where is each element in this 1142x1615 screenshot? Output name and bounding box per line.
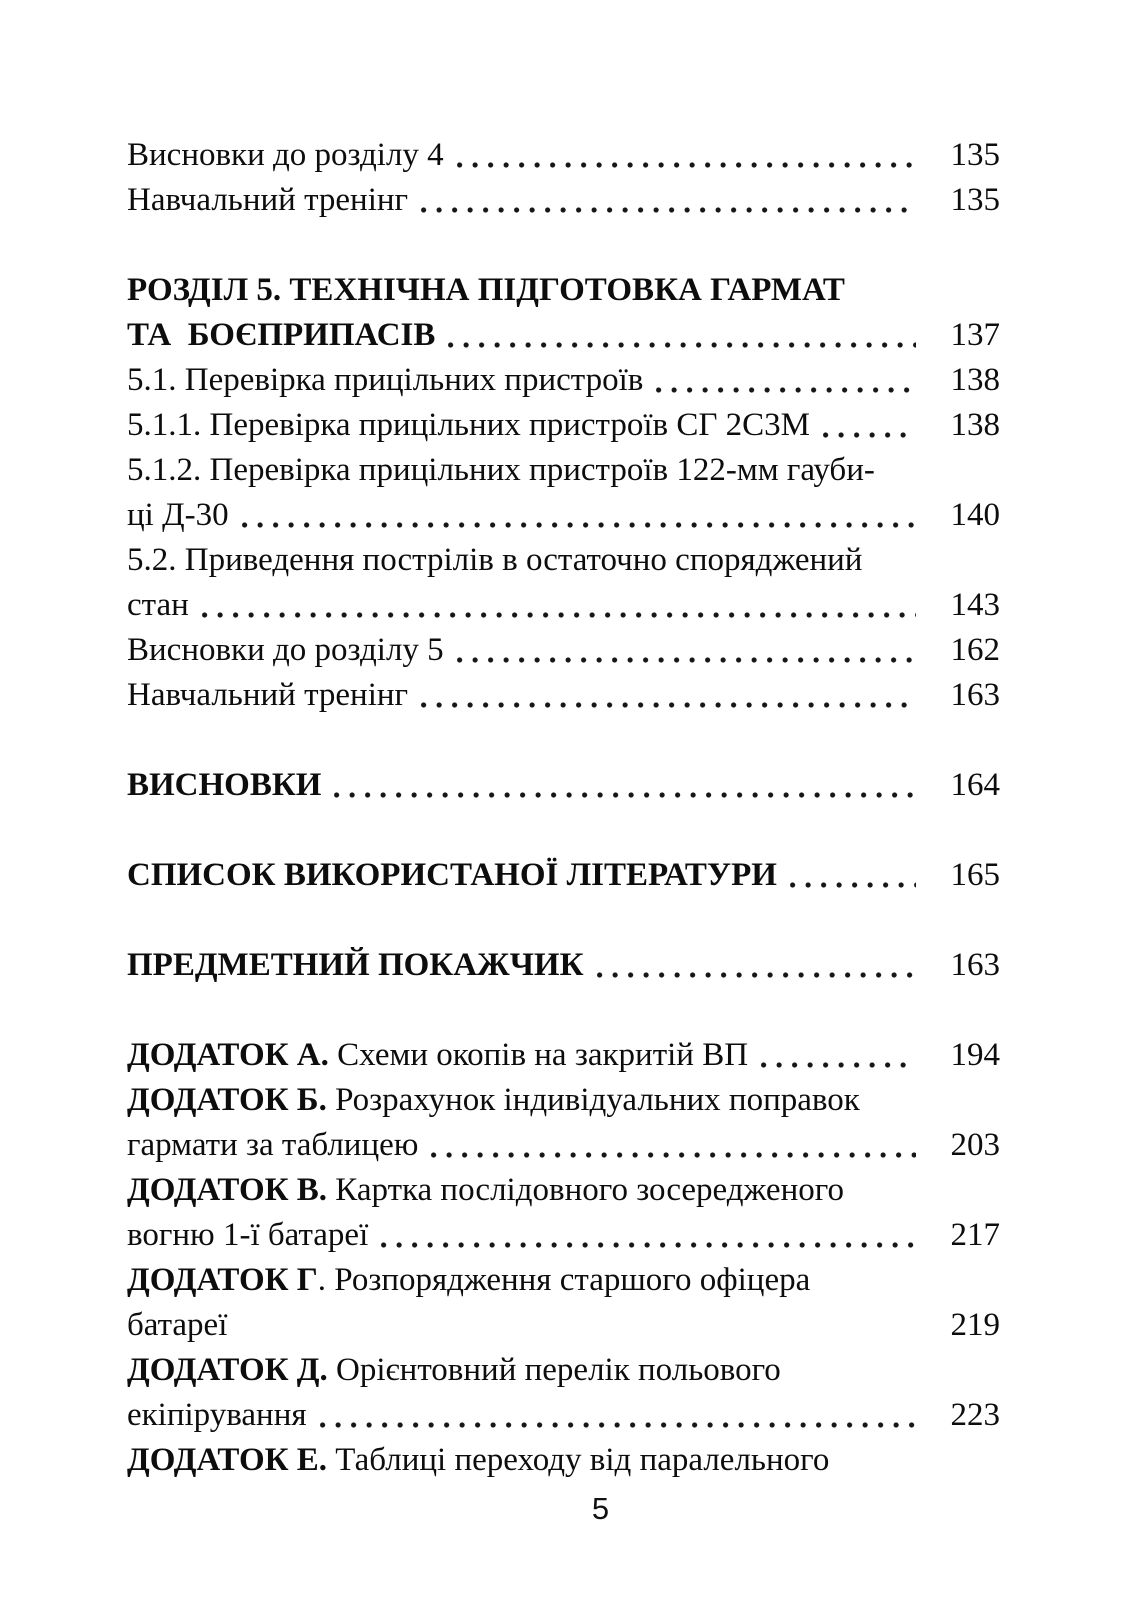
dot-leader <box>330 763 916 808</box>
toc-entry-text: 5.1.2. Перевірка прицільних пристроїв 122-мм гауби- <box>127 452 875 488</box>
toc-entry-bold-text: ДОДАТОК Д. <box>127 1352 328 1388</box>
toc-entry-bold-text: ВИСНОВКИ <box>127 767 322 803</box>
toc-entry-line <box>127 763 1000 808</box>
toc-entry-line <box>127 583 1000 628</box>
page-number: 194 <box>950 1037 1000 1073</box>
toc-entry-text: Схеми окопів на закритій ВП <box>328 1037 749 1073</box>
page-number: 138 <box>950 407 1000 443</box>
toc-entry-line <box>127 1213 1000 1258</box>
toc-entry-line <box>127 1033 1000 1078</box>
toc-entry-line <box>127 448 1000 493</box>
toc-entry-text: ці Д-30 <box>127 497 229 533</box>
toc-entry-text: гармати за таблицею <box>127 1127 419 1163</box>
toc-entry-text: 5.1.1. Перевірка прицільних пристроїв СГ 2С3М <box>127 407 811 443</box>
toc-entry-line <box>127 673 1000 718</box>
toc-entry-text: Навчальний тренінг <box>127 677 409 713</box>
dot-leader <box>198 583 916 628</box>
toc-entry-text: Розрахунок індивідуальних поправок <box>326 1082 860 1118</box>
page-number: 165 <box>950 857 1000 893</box>
toc-entry-bold-text: ДОДАТОК Б. <box>127 1082 327 1118</box>
toc-entry-bold-text: СПИСОК ВИКОРИСТАНОЇ ЛІТЕРАТУРИ <box>127 857 777 893</box>
toc-entry-bold-text: ДОДАТОК А. <box>127 1037 329 1073</box>
page-number: 219 <box>950 1307 1000 1343</box>
toc-entry-line <box>127 1168 1000 1213</box>
toc-entry-bold-text: ДОДАТОК Е. <box>127 1442 328 1478</box>
toc-entry-line <box>127 313 1000 358</box>
dot-leader <box>453 628 916 673</box>
dot-leader <box>417 178 916 223</box>
dot-leader <box>377 1213 916 1258</box>
dot-leader <box>757 1033 916 1078</box>
page-number-footer: 5 <box>591 1491 610 1526</box>
toc-entry-bold-text: ТА БОЄПРИПАСІВ <box>127 317 436 353</box>
toc-entry-line <box>127 1303 1000 1348</box>
toc-entry-bold-text: ДОДАТОК Г <box>127 1262 318 1298</box>
page-number: 163 <box>950 677 1000 713</box>
toc-entry-line <box>127 493 1000 538</box>
toc-section-gap <box>127 988 1000 1033</box>
toc-entry-text: стан <box>127 587 189 623</box>
toc-entry-bold-text: РОЗДІЛ 5. ТЕХНІЧНА ПІДГОТОВКА ГАРМАТ <box>127 272 845 308</box>
dot-leader <box>427 1123 916 1168</box>
toc-section-gap <box>127 808 1000 853</box>
toc-entry-text: Навчальний тренінг <box>127 182 409 218</box>
toc-entry-line <box>127 1438 1000 1483</box>
table-of-contents <box>127 133 1000 1483</box>
page-number: 203 <box>950 1127 1000 1163</box>
toc-entry-text: Таблиці переходу від паралельного <box>327 1442 830 1478</box>
toc-entry-line <box>127 1393 1000 1438</box>
page-number: 143 <box>950 587 1000 623</box>
page-number: 223 <box>950 1397 1000 1433</box>
dot-leader <box>652 358 916 403</box>
dot-leader <box>444 313 916 358</box>
toc-entry-text: батареї <box>127 1307 228 1343</box>
toc-entry-line <box>127 1078 1000 1123</box>
toc-entry-line <box>127 628 1000 673</box>
toc-section-gap <box>127 718 1000 763</box>
page-number: 138 <box>950 362 1000 398</box>
toc-entry-line <box>127 268 1000 313</box>
toc-entry-text: вогню 1-ї батареї <box>127 1217 369 1253</box>
dot-leader <box>819 403 916 448</box>
page-number: 135 <box>950 182 1000 218</box>
toc-entry-bold-text: ПРЕДМЕТНИЙ ПОКАЖЧИК <box>127 947 584 983</box>
toc-entry-text: екіпірування <box>127 1397 307 1433</box>
dot-leader <box>453 133 916 178</box>
toc-entry-line <box>127 1123 1000 1168</box>
toc-entry-text: Висновки до розділу 4 <box>127 137 444 173</box>
page-number: 217 <box>950 1217 1000 1253</box>
page-number: 140 <box>950 497 1000 533</box>
page-number: 135 <box>950 137 1000 173</box>
page-number: 137 <box>950 317 1000 353</box>
toc-entry-line <box>127 538 1000 583</box>
toc-entry-text: Картка послідовного зосередженого <box>327 1172 844 1208</box>
toc-section-gap <box>127 223 1000 268</box>
page-number: 162 <box>950 632 1000 668</box>
blank-leader <box>236 1303 916 1348</box>
toc-entry-bold-text: ДОДАТОК В. <box>127 1172 328 1208</box>
toc-entry-text: . Розпорядження старшого офіцера <box>317 1262 811 1298</box>
toc-entry-text: Орієнтовний перелік польового <box>327 1352 781 1388</box>
page-number: 164 <box>950 767 1000 803</box>
toc-entry-line <box>127 133 1000 178</box>
toc-section-gap <box>127 898 1000 943</box>
toc-entry-text: 5.1. Перевірка прицільних пристроїв <box>127 362 644 398</box>
toc-entry-text: 5.2. Приведення пострілів в остаточно споряджений <box>127 542 863 578</box>
dot-leader <box>593 943 916 988</box>
toc-entry-line <box>127 1258 1000 1303</box>
dot-leader <box>786 853 916 898</box>
toc-entry-line <box>127 853 1000 898</box>
dot-leader <box>238 493 916 538</box>
toc-entry-line <box>127 1348 1000 1393</box>
toc-entry-line <box>127 358 1000 403</box>
toc-entry-line <box>127 943 1000 988</box>
toc-entry-text: Висновки до розділу 5 <box>127 632 444 668</box>
dot-leader <box>316 1393 916 1438</box>
dot-leader <box>417 673 916 718</box>
toc-entry-line <box>127 403 1000 448</box>
toc-entry-line <box>127 178 1000 223</box>
page-number: 163 <box>950 947 1000 983</box>
